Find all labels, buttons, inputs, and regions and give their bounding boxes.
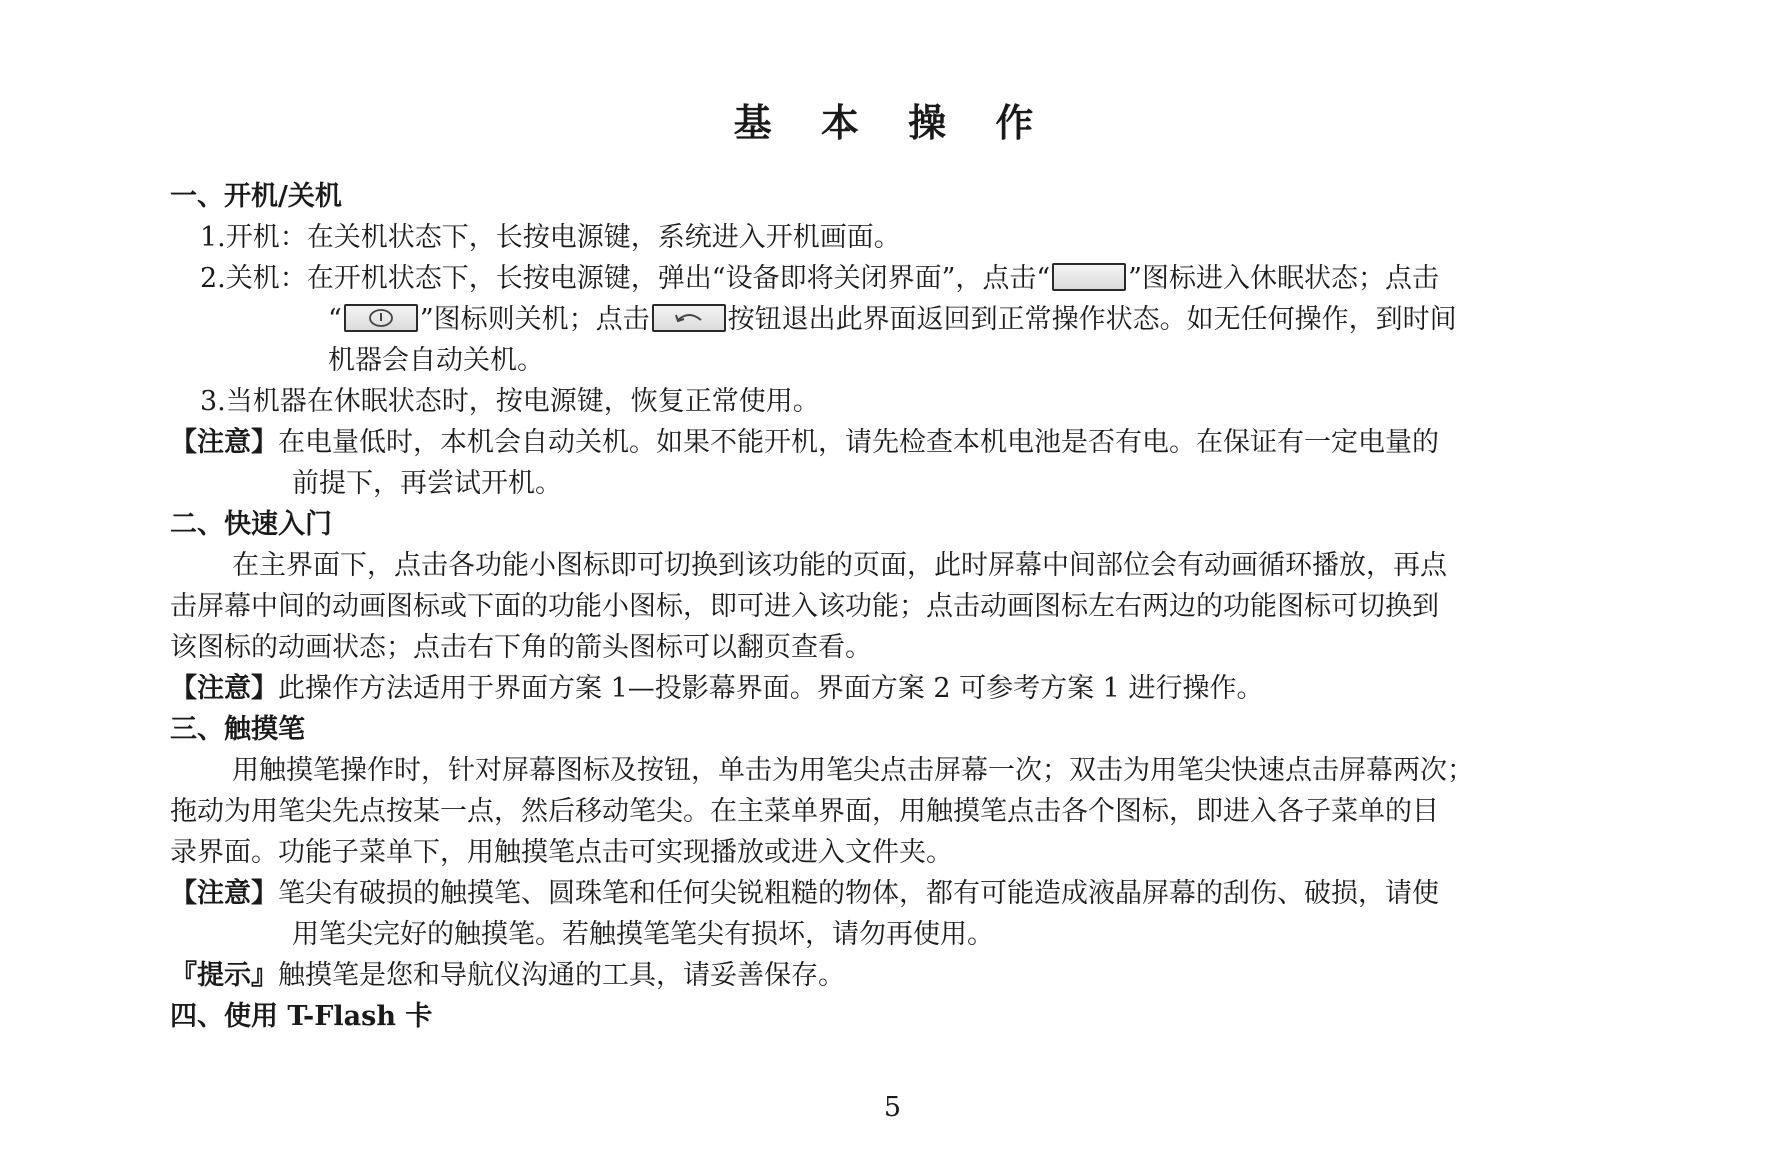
section-heading-power: 一、开机/关机	[170, 181, 342, 212]
note-stylus-line-2: 用笔尖完好的触摸笔。若触摸笔笔尖有损坏，请勿再使用。	[292, 919, 994, 950]
power-on-line: 1.开机：在关机状态下，长按电源键，系统进入开机画面。	[200, 222, 901, 253]
power-off-line-2	[170, 299, 1625, 340]
note-stylus	[170, 873, 1625, 914]
stylus-para-line-3: 录界面。功能子菜单下，用触摸笔点击可实现播放或进入文件夹。	[170, 837, 953, 868]
tip-text: 触摸笔是您和导航仪沟通的工具，请妥善保存。	[278, 960, 845, 991]
page-number: 5	[883, 1092, 902, 1123]
power-off-text-c: “	[328, 304, 342, 335]
note-power-line-2: 前提下，再尝试开机。	[292, 468, 562, 499]
section-heading-stylus: 三、触摸笔	[170, 714, 305, 745]
note-quickstart	[170, 668, 1625, 709]
quickstart-para-line-2: 击屏幕中间的动画图标或下面的功能小图标，即可进入该功能；点击动画图标左右两边的功能图标可切换到	[170, 591, 1439, 622]
section-heading-tflash: 四、使用 T-Flash 卡	[170, 1001, 433, 1032]
back-arrow-icon	[654, 306, 724, 330]
quickstart-para-line-3: 该图标的动画状态；点击右下角的箭头图标可以翻页查看。	[170, 632, 872, 663]
note-text: 笔尖有破损的触摸笔、圆珠笔和任何尖锐粗糙的物体，都有可能造成液晶屏幕的刮伤、破损，请使	[278, 878, 1439, 909]
moon-icon	[1054, 265, 1124, 289]
stylus-para-line-2: 拖动为用笔尖先点按某一点，然后移动笔尖。在主菜单界面，用触摸笔点击各个图标，即进入各子菜单的目	[170, 796, 1439, 827]
tip-stylus	[170, 955, 1625, 996]
page-body	[170, 176, 1625, 1037]
sleep-button-icon	[1052, 263, 1126, 291]
note-label: 【注意】	[170, 878, 278, 909]
power-off-text-b: ”图标进入休眠状态；点击	[1128, 263, 1439, 294]
note-text: 此操作方法适用于界面方案 1—投影幕界面。界面方案 2 可参考方案 1 进行操作。	[278, 673, 1264, 704]
power-off-line	[170, 258, 1625, 299]
power-off-text-e: 按钮退出此界面返回到正常操作状态。如无任何操作，到时间	[727, 304, 1457, 335]
shutdown-button-icon	[344, 304, 418, 332]
power-off-line-3: 机器会自动关机。	[328, 345, 544, 376]
note-label: 【注意】	[170, 427, 278, 458]
power-off-text-d: ”图标则关机；点击	[419, 304, 650, 335]
stylus-para-line-1: 用触摸笔操作时，针对屏幕图标及按钮，单击为用笔尖点击屏幕一次；双击为用笔尖快速点击屏幕两次；	[232, 755, 1474, 786]
quickstart-para-line-1: 在主界面下，点击各功能小图标即可切换到该功能的页面，此时屏幕中间部位会有动画循环播放，再点	[232, 550, 1447, 581]
tip-label: 『提示』	[170, 960, 278, 991]
note-text: 在电量低时，本机会自动关机。如果不能开机，请先检查本机电池是否有电。在保证有一定电量的	[278, 427, 1439, 458]
back-button-icon	[652, 304, 726, 332]
power-off-text-a: 2.关机：在开机状态下，长按电源键，弹出“设备即将关闭界面”，点击“	[200, 263, 1051, 294]
note-power	[170, 422, 1625, 463]
page-title: 基 本 操 作	[733, 100, 1052, 145]
note-label: 【注意】	[170, 673, 278, 704]
section-heading-quickstart: 二、快速入门	[170, 509, 332, 540]
power-icon	[346, 306, 416, 330]
sleep-wake-line: 3.当机器在休眠状态时，按电源键，恢复正常使用。	[200, 386, 820, 417]
